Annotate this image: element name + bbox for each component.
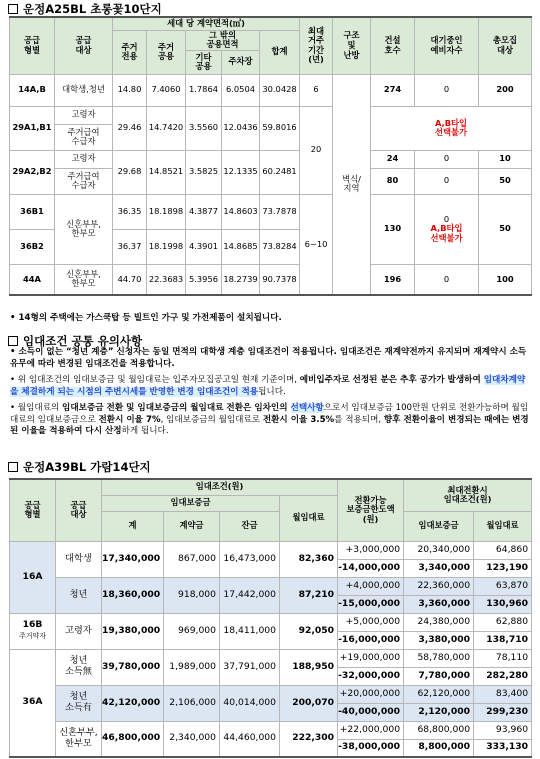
cell-max-rent: 93,960 — [474, 721, 532, 739]
cell-waiting: 0 A,B타입 선택불가 — [415, 194, 479, 264]
cell-conv-plus: +4,000,000 — [338, 577, 404, 595]
cell-max: 20 — [300, 106, 333, 194]
th-max-period: 최대 거주 기간 (년) — [300, 17, 333, 74]
th-conv: 전환가능 보증금한도액 (원) — [338, 479, 404, 541]
cell-common: 18.1998 — [147, 229, 186, 264]
cell-parking: 6.0504 — [222, 74, 260, 106]
cell-contract: 867,000 — [164, 541, 220, 577]
cell-other: 1.7864 — [186, 74, 222, 106]
cell-units: 80 — [371, 168, 415, 194]
cell-total: 42,120,000 — [102, 685, 164, 721]
cell-common: 18.1898 — [147, 194, 186, 229]
cell-target: 청년 — [56, 577, 102, 613]
cell-excl: 36.35 — [113, 194, 147, 229]
cell-target: 청년 소득有 — [56, 685, 102, 721]
cell-max-deposit: 7,780,000 — [404, 667, 474, 685]
section1-footnote: • 14형의 주택에는 가스쿡탑 등 빌트인 가구 및 가전제품이 설치됩니다. — [10, 313, 282, 323]
cell-supply: 200 — [479, 74, 532, 106]
cell-target: 청년 소득無 — [56, 649, 102, 685]
cell-excl: 29.46 — [113, 106, 147, 150]
cell-target: 고령자 — [56, 613, 102, 649]
cell-conv-plus: +5,000,000 — [338, 613, 404, 631]
cell-max-deposit: 22,360,000 — [404, 577, 474, 595]
th-balance: 잔금 — [220, 511, 280, 541]
cell-waiting: 0 — [415, 150, 479, 168]
cell-target: 신혼부부, 한부모 — [55, 194, 113, 264]
cell-balance: 40,014,000 — [220, 685, 280, 721]
cell-units: 130 — [371, 194, 415, 264]
cell-max-rent: 62,880 — [474, 613, 532, 631]
th-type: 공급 형별 — [10, 479, 56, 541]
cell-conv-minus: -16,000,000 — [338, 631, 404, 649]
cell-target: 주거급여 수급자 — [55, 124, 113, 150]
cell-common: 14.7420 — [147, 106, 186, 150]
cell-conv-plus: +3,000,000 — [338, 541, 404, 559]
cell-parking: 14.8685 — [222, 229, 260, 264]
cell-rent: 87,210 — [280, 577, 338, 613]
cell-contract: 2,340,000 — [164, 721, 220, 757]
th-deposit: 임대보증금 — [102, 495, 280, 511]
cell-target: 대학생 — [56, 541, 102, 577]
cell-contract: 1,989,000 — [164, 649, 220, 685]
cell-max-rent: 78,110 — [474, 649, 532, 667]
cell-rent: 82,360 — [280, 541, 338, 577]
cell-max: 6~10 — [300, 194, 333, 295]
section1-title-text: 운정A25BL 초롱꽃10단지 — [23, 2, 162, 16]
th-cond: 임대조건(원) — [102, 479, 338, 495]
cell-total: 17,340,000 — [102, 541, 164, 577]
cell-max-deposit: 68,800,000 — [404, 721, 474, 739]
cell-balance: 18,411,000 — [220, 613, 280, 649]
th-other-group: 그 밖의 공용면적 — [186, 30, 260, 50]
section2-title-text: 임대조건 공통 유의사항 — [23, 334, 143, 348]
cell-target: 신혼부부, 한부모 — [56, 721, 102, 757]
cell-total: 30.0428 — [260, 74, 300, 106]
cell-other: 3.5825 — [186, 150, 222, 194]
cell-parking: 14.8603 — [222, 194, 260, 229]
cell-max-rent: 130,960 — [474, 595, 532, 613]
cell-conv-minus: -15,000,000 — [338, 595, 404, 613]
th-deposit-total: 계 — [102, 511, 164, 541]
notice-paragraph-2: • 위 임대조건의 임대보증금 및 월임대료는 입주자모집공고일 현재 기준이며, 예비입주자로 선정된 분은 추후 공가가 발생하여 임대차계약을 체결하게 되는 시점의 주변시세를 반영한 변경 임대조건이 적용됩니다. — [10, 375, 526, 397]
cell-max-rent: 64,860 — [474, 541, 532, 559]
cell-type: 36B1 — [10, 194, 55, 229]
cell-conv-minus: -38,000,000 — [338, 739, 404, 757]
cell-total: 39,780,000 — [102, 649, 164, 685]
cell-total: 18,360,000 — [102, 577, 164, 613]
checkbox-square-icon — [8, 462, 18, 472]
cell-parking: 18.2739 — [222, 264, 260, 295]
cell-waiting: 0 — [415, 74, 479, 106]
cell-conv-minus: -32,000,000 — [338, 667, 404, 685]
cell-target: 주거급여 수급자 — [55, 168, 113, 194]
cell-other: 5.3956 — [186, 264, 222, 295]
cell-contract: 918,000 — [164, 577, 220, 613]
cell-balance: 17,442,000 — [220, 577, 280, 613]
cell-balance: 44,460,000 — [220, 721, 280, 757]
th-total: 합계 — [260, 30, 300, 74]
cell-target: 고령자 — [55, 150, 113, 168]
section3-title — [8, 459, 151, 475]
cell-rent: 222,300 — [280, 721, 338, 757]
th-area-group: 세대 당 계약면적(㎡) — [113, 17, 300, 30]
th-maxconv: 최대전환시 임대조건(원) — [404, 479, 532, 511]
section1-title — [8, 1, 162, 17]
cell-max-deposit: 3,380,000 — [404, 631, 474, 649]
cell-max-deposit: 20,340,000 — [404, 541, 474, 559]
cell-target: 고령자 — [55, 106, 113, 124]
cell-type: 36B2 — [10, 229, 55, 264]
notice-paragraph-1: • 소득이 없는 “청년 계층” 신청자는 동일 면적의 대학생 계층 임대조건이 적용됩니다. 임대조건은 재계약전까지 유지되며 재계약시 소득 유무에 따라 변경된 임대조건을 적용합니다. — [10, 347, 527, 369]
cell-type: 36A — [10, 649, 56, 757]
th-waiting: 대기중인 예비자수 — [415, 17, 479, 74]
cell-total: 46,800,000 — [102, 721, 164, 757]
cell-waiting: 0 — [415, 264, 479, 295]
cell-max-rent: 83,400 — [474, 685, 532, 703]
th-target: 공급 대상 — [55, 17, 113, 74]
cell-other: 3.5560 — [186, 106, 222, 150]
cell-target: 신혼부부, 한부모 — [55, 264, 113, 295]
cell-other: 4.3901 — [186, 229, 222, 264]
section3-title-text: 운정A39BL 가람14단지 — [23, 460, 151, 474]
cell-max-deposit: 62,120,000 — [404, 685, 474, 703]
checkbox-square-icon — [8, 4, 18, 14]
cell-rent: 92,050 — [280, 613, 338, 649]
th-target: 공급 대상 — [56, 479, 102, 541]
cell-parking: 12.0436 — [222, 106, 260, 150]
cell-max-deposit: 8,800,000 — [404, 739, 474, 757]
notice-paragraph-3: • 월임대료의 임대보증금 전환 및 임대보증금의 월임대료 전환은 임차인의 선택사항으로서 임대보증금 100만원 단위로 전환가능하며 월임대료의 임대보증금으로 전환시 이율 7%, 임대보증금의 월임대료로 전환시 이율 3.5%를 적용되며, 향후 전환이율이 변경되는 때에는 변경된 이율을 적용하여 다시 산정하게 됩니다. — [10, 403, 529, 437]
cell-type: 44A — [10, 264, 55, 295]
cell-common: 14.8521 — [147, 150, 186, 194]
th-contract: 계약금 — [164, 511, 220, 541]
cell-units: 274 — [371, 74, 415, 106]
cell-max-rent: 123,190 — [474, 559, 532, 577]
cell-max-deposit: 58,780,000 — [404, 649, 474, 667]
cell-total: 60.2481 — [260, 150, 300, 194]
cell-max-rent: 282,280 — [474, 667, 532, 685]
cell-balance: 16,473,000 — [220, 541, 280, 577]
cell-type: 16B 주거약자 — [10, 613, 56, 649]
cell-max-deposit: 3,340,000 — [404, 559, 474, 577]
cell-target: 대학생,청년 — [55, 74, 113, 106]
th-parking: 주차장 — [222, 50, 260, 74]
cell-max-rent: 333,130 — [474, 739, 532, 757]
cell-max-rent: 138,710 — [474, 631, 532, 649]
cell-excl: 36.37 — [113, 229, 147, 264]
cell-rent: 188,950 — [280, 649, 338, 685]
cell-excl: 29.68 — [113, 150, 147, 194]
cell-max-deposit: 24,380,000 — [404, 613, 474, 631]
checkbox-square-icon — [8, 336, 18, 346]
cell-supply: 10 — [479, 150, 532, 168]
cell-waiting: 0 — [415, 168, 479, 194]
cell-balance: 37,791,000 — [220, 649, 280, 685]
cell-rent: 200,070 — [280, 685, 338, 721]
cell-conv-minus: -14,000,000 — [338, 559, 404, 577]
th-type: 공급 형별 — [10, 17, 55, 74]
cell-max-rent: 63,870 — [474, 577, 532, 595]
th-excl: 주거 전용 — [113, 30, 147, 74]
cell-total: 73.7878 — [260, 194, 300, 229]
complex-a39-table — [9, 478, 532, 758]
cell-type: 14A,B — [10, 74, 55, 106]
cell-supply: 50 — [479, 168, 532, 194]
cell-other: 4.3877 — [186, 194, 222, 229]
th-supply: 총모집 대상 — [479, 17, 532, 74]
cell-contract: 969,000 — [164, 613, 220, 649]
notice-cell: A,B타입 선택불가 — [371, 106, 532, 150]
cell-max-deposit: 3,360,000 — [404, 595, 474, 613]
th-common: 주거 공용 — [147, 30, 186, 74]
cell-common: 22.3683 — [147, 264, 186, 295]
cell-conv-plus: +22,000,000 — [338, 721, 404, 739]
cell-supply: 100 — [479, 264, 532, 295]
cell-common: 7.4060 — [147, 74, 186, 106]
cell-total: 19,380,000 — [102, 613, 164, 649]
complex-a25-table — [9, 16, 532, 296]
cell-excl: 14.80 — [113, 74, 147, 106]
cell-total: 59.8016 — [260, 106, 300, 150]
cell-conv-minus: -40,000,000 — [338, 703, 404, 721]
cell-max-rent: 299,230 — [474, 703, 532, 721]
cell-total: 90.7378 — [260, 264, 300, 295]
cell-type: 29A1,B1 — [10, 106, 55, 150]
th-rent: 월임대료 — [280, 495, 338, 541]
th-units: 건설 호수 — [371, 17, 415, 74]
cell-conv-plus: +20,000,000 — [338, 685, 404, 703]
cell-units: 196 — [371, 264, 415, 295]
th-structure: 구조 및 난방 — [333, 17, 371, 74]
cell-type: 16A — [10, 541, 56, 613]
cell-type: 29A2,B2 — [10, 150, 55, 194]
cell-max-deposit: 2,120,000 — [404, 703, 474, 721]
cell-excl: 44.70 — [113, 264, 147, 295]
cell-units: 24 — [371, 150, 415, 168]
cell-conv-plus: +19,000,000 — [338, 649, 404, 667]
cell-supply: 50 — [479, 194, 532, 264]
cell-total: 73.8284 — [260, 229, 300, 264]
th-other: 기타 공용 — [186, 50, 222, 74]
th-max-rent: 월임대료 — [474, 511, 532, 541]
cell-max: 6 — [300, 74, 333, 106]
cell-parking: 12.1335 — [222, 150, 260, 194]
cell-structure: 벽식/ 지역 — [333, 74, 371, 295]
cell-contract: 2,106,000 — [164, 685, 220, 721]
th-max-deposit: 임대보증금 — [404, 511, 474, 541]
